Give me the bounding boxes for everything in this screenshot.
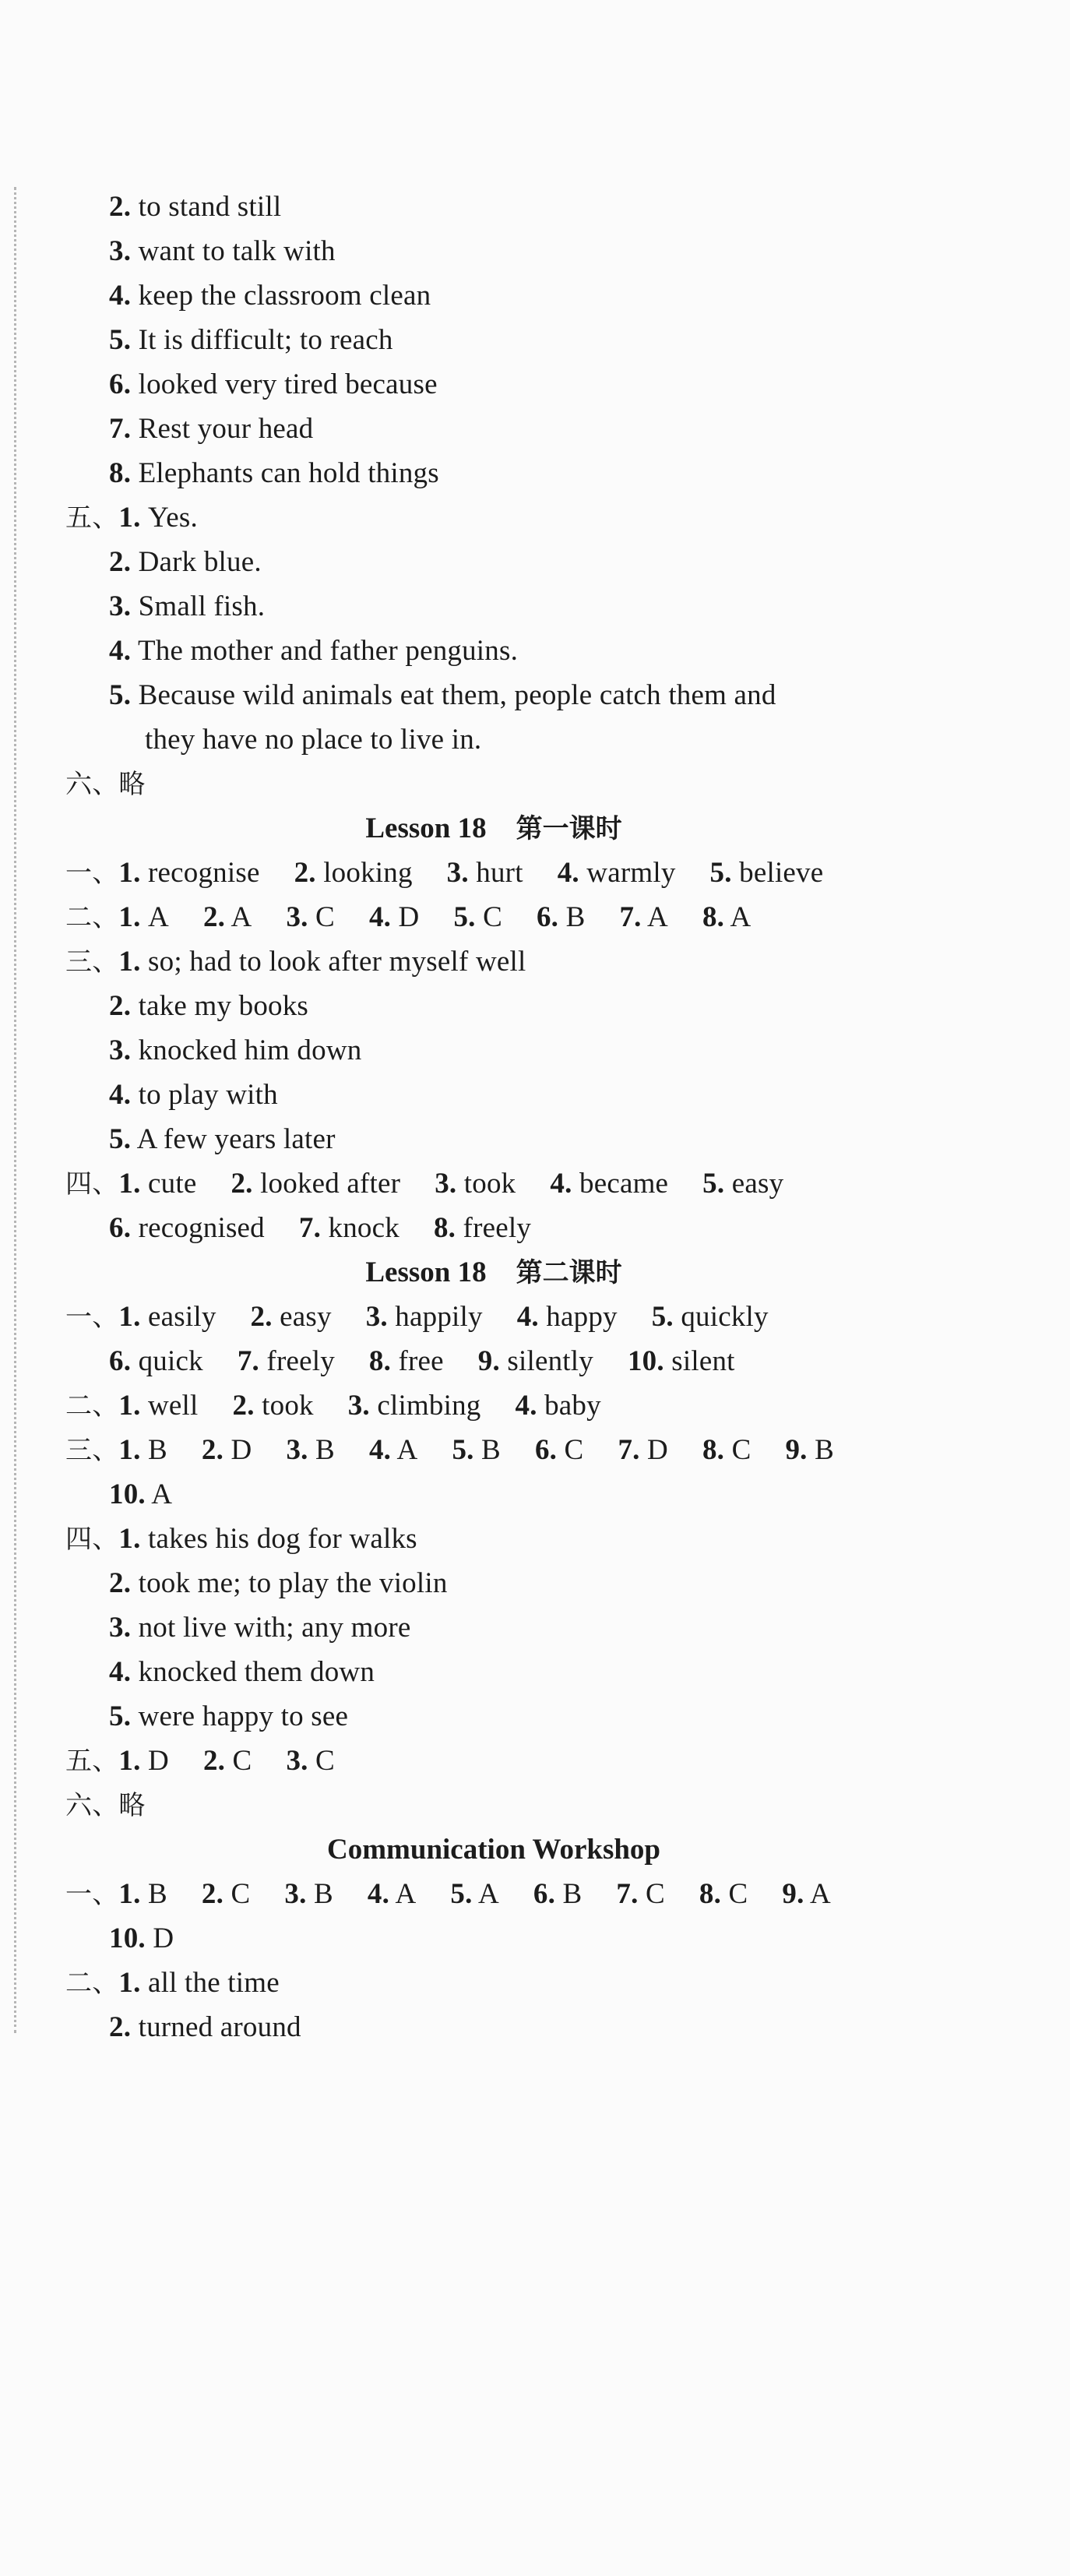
answer-item: 4. warmly	[557, 857, 676, 889]
answer-item: 2. took	[232, 1390, 314, 1422]
answer-item: 8. C	[699, 1878, 748, 1910]
answer-item: 7. knock	[298, 1212, 399, 1244]
answer-item: 1. well	[118, 1390, 199, 1422]
answer-line: 3. not live with; any more	[109, 1612, 411, 1644]
section-line: 六、略	[65, 769, 146, 800]
answer-line: 5. were happy to see	[109, 1700, 349, 1732]
answer-line: 5. It is difficult; to reach	[109, 324, 393, 356]
answer-item: 9. B	[785, 1434, 834, 1466]
answer-item: 5. easy	[702, 1168, 784, 1200]
answer-item: 8. C	[702, 1434, 751, 1466]
section-line: 五、1. Yes.	[65, 502, 198, 534]
answer-item: 2. D	[201, 1434, 252, 1466]
answer-item: 9. silently	[477, 1345, 593, 1377]
answer-line: 5. A few years later	[109, 1123, 336, 1155]
answer-item: 7. C	[616, 1878, 665, 1910]
answer-item: 1. B	[118, 1878, 167, 1910]
answer-item: 4. happy	[516, 1301, 618, 1333]
answer-item: 3. climbing	[347, 1390, 481, 1422]
answer-item: 8. freely	[433, 1212, 532, 1244]
answer-item: 6. B	[533, 1878, 583, 1910]
section-line: 二、1. well 2. took 3. climbing 4. baby	[65, 1390, 601, 1422]
answer-item: 4. D	[368, 901, 420, 933]
answer-line: 2. took me; to play the violin	[109, 1567, 448, 1599]
answer-item: 1. recognise	[118, 857, 260, 889]
answer-line: 5. Because wild animals eat them, people catch them and	[109, 679, 776, 711]
answer-line: 3. Small fish.	[109, 590, 266, 622]
answer-item: 10. silent	[627, 1345, 735, 1377]
answer-line	[109, 1340, 735, 1383]
section-line: 二、1. A 2. A 3. C 4. D 5. C 6. B 7. A 8. A	[65, 901, 751, 933]
section-line: 一、1. B 2. C 3. B 4. A 5. A 6. B 7. C 8. C 9. A	[65, 1878, 831, 1910]
answer-line: 6. looked very tired because	[109, 368, 438, 400]
answer-item: 1. B	[118, 1434, 167, 1466]
answer-item: 2. looked after	[231, 1168, 401, 1200]
answer-item: 2. C	[201, 1878, 251, 1910]
answer-item: 3. C	[286, 901, 335, 933]
answer-item: 8. free	[368, 1345, 444, 1377]
answer-item: 7. D	[618, 1434, 668, 1466]
answer-item: 1. cute	[118, 1168, 197, 1200]
answer-item: 3. hurt	[446, 857, 523, 889]
answer-item: 7. A	[619, 901, 668, 933]
answer-item: 7. freely	[237, 1345, 335, 1377]
answer-line: 7. Rest your head	[109, 413, 314, 445]
answer-line: 4. knocked them down	[109, 1656, 375, 1688]
answer-item: 8. A	[702, 901, 751, 933]
answer-item: 4. A	[368, 1434, 418, 1466]
section-title: Lesson 18 第一课时	[365, 812, 622, 844]
answer-line-continued: they have no place to live in.	[145, 724, 482, 756]
answer-line: 4. The mother and father penguins.	[109, 635, 519, 667]
section-line: 六、略	[65, 1790, 146, 1821]
answer-item: 6. quick	[109, 1345, 203, 1377]
answer-item: 6. B	[536, 901, 586, 933]
section-line: 四、1. cute 2. looked after 3. took 4. became 5. easy	[65, 1168, 784, 1200]
answer-item: 6. C	[534, 1434, 584, 1466]
answer-item: 2. looking	[294, 857, 413, 889]
section-line: 三、1. so; had to look after myself well	[65, 946, 526, 978]
answer-item: 4. became	[550, 1168, 669, 1200]
answer-item: 5. A	[450, 1878, 499, 1910]
answer-line: 3. knocked him down	[109, 1034, 362, 1066]
answer-item: 3. happily	[365, 1301, 483, 1333]
section-line: 二、1. all the time	[65, 1967, 280, 1999]
answer-item: 3. C	[286, 1745, 335, 1777]
section-line: 一、1. recognise 2. looking 3. hurt 4. warmly 5. believe	[65, 857, 824, 889]
answer-line: 10. A	[109, 1478, 173, 1510]
answer-line: 2. to stand still	[109, 191, 282, 223]
section-title: Lesson 18 第二课时	[365, 1256, 622, 1288]
answer-item: 5. B	[452, 1434, 501, 1466]
answer-item: 3. took	[435, 1168, 516, 1200]
answer-item: 6. recognised	[109, 1212, 265, 1244]
answer-line: 8. Elephants can hold things	[109, 457, 439, 489]
section-line: 四、1. takes his dog for walks	[65, 1523, 417, 1555]
section-line: 一、1. easily 2. easy 3. happily 4. happy 5. quickly	[65, 1301, 769, 1333]
answer-item: 2. easy	[250, 1301, 332, 1333]
answer-line: 3. want to talk with	[109, 235, 336, 267]
section-line: 三、1. B 2. D 3. B 4. A 5. B 6. C 7. D 8. C 9. B	[65, 1434, 834, 1466]
section-line: 五、1. D 2. C 3. C	[65, 1745, 335, 1777]
answer-line: 4. to play with	[109, 1079, 278, 1111]
answer-item: 1. easily	[118, 1301, 216, 1333]
answer-line: 10. D	[109, 1922, 174, 1954]
answer-item: 3. B	[286, 1434, 335, 1466]
answer-item: 3. B	[284, 1878, 333, 1910]
answer-item: 5. C	[453, 901, 502, 933]
answer-line	[109, 1207, 531, 1250]
answer-item: 5. believe	[709, 857, 824, 889]
answer-item: 1. D	[118, 1745, 169, 1777]
answer-line: 2. Dark blue.	[109, 546, 262, 578]
answer-line: 2. turned around	[109, 2011, 301, 2043]
answer-item: 1. A	[118, 901, 169, 933]
answer-line: 2. take my books	[109, 990, 309, 1022]
answer-item: 9. A	[782, 1878, 831, 1910]
answer-item: 4. baby	[515, 1390, 601, 1422]
answer-item: 4. A	[367, 1878, 417, 1910]
answer-item: 2. C	[202, 1745, 252, 1777]
section-title: Communication Workshop	[327, 1834, 660, 1866]
answer-item: 2. A	[202, 901, 252, 933]
answer-line: 4. keep the classroom clean	[109, 280, 431, 312]
answer-item: 5. quickly	[651, 1301, 769, 1333]
